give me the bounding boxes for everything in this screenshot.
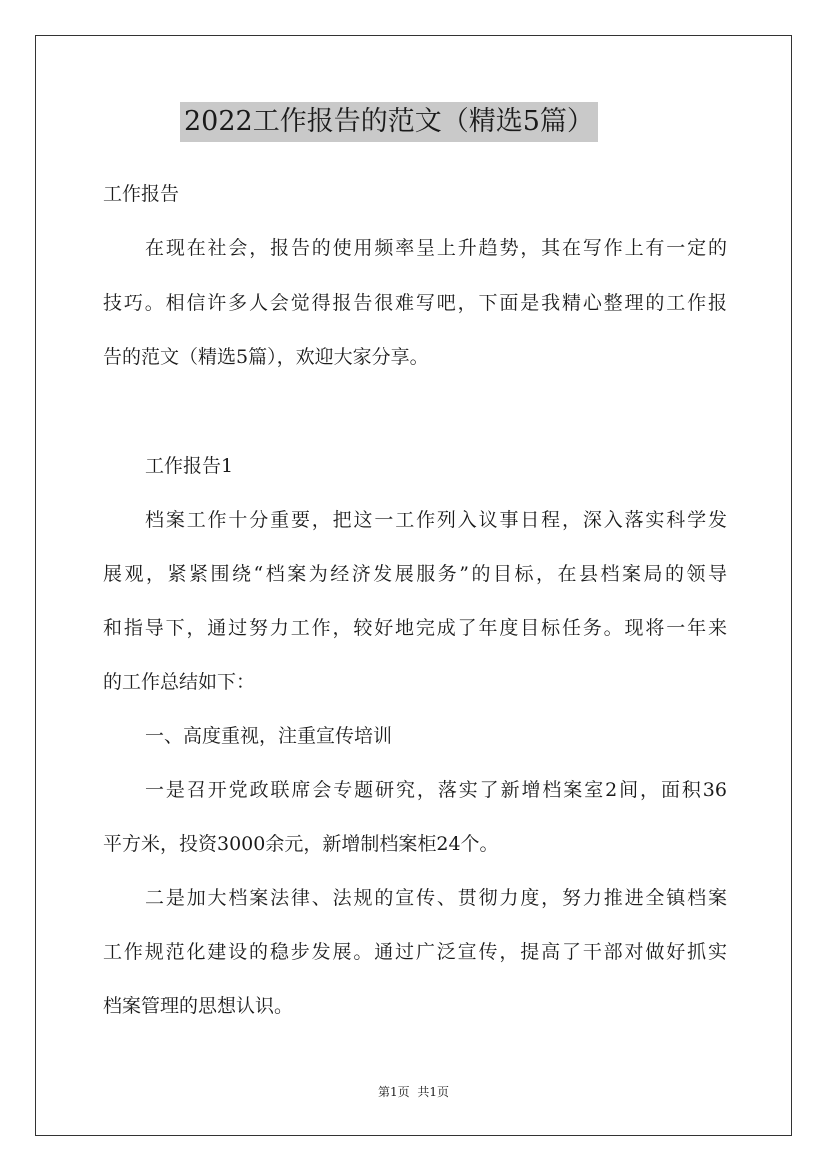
paragraph3-line-1: 二是加大档案法律、法规的宣传、贯彻力度，努力推进全镇档案 [145,887,727,909]
paragraph3-line-3: 档案管理的思想认识。 [103,995,294,1017]
document-title: 2022工作报告的范文（精选5篇） [180,102,598,142]
report-heading: 工作报告1 [145,455,234,477]
section-label: 工作报告 [103,183,180,205]
subheading-1: 一、高度重视，注重宣传培训 [145,725,393,747]
intro-line-1: 在现在社会，报告的使用频率呈上升趋势，其在写作上有一定的 [145,237,727,259]
paragraph1-line-1: 档案工作十分重要，把这一工作列入议事日程，深入落实科学发 [145,509,727,531]
paragraph1-line-4: 的工作总结如下： [103,671,256,693]
paragraph2-line-1: 一是召开党政联席会专题研究，落实了新增档案室2间，面积36 [145,779,727,801]
page-total: 共1页 [417,1085,449,1099]
page-footer [0,1084,827,1100]
intro-line-2: 技巧。相信许多人会觉得报告很难写吧，下面是我精心整理的工作报 [103,292,727,314]
intro-line-3: 告的范文（精选5篇），欢迎大家分享。 [103,346,429,368]
paragraph1-line-2: 展观，紧紧围绕“档案为经济发展服务”的目标，在县档案局的领导 [103,563,727,585]
paragraph1-line-3: 和指导下，通过努力工作，较好地完成了年度目标任务。现将一年来 [103,617,727,639]
paragraph3-line-2: 工作规范化建设的稳步发展。通过广泛宣传，提高了干部对做好抓实 [103,941,727,963]
page-number: 第1页 [378,1085,410,1099]
paragraph2-line-2: 平方米，投资3000余元，新增制档案柜24个。 [103,833,499,855]
